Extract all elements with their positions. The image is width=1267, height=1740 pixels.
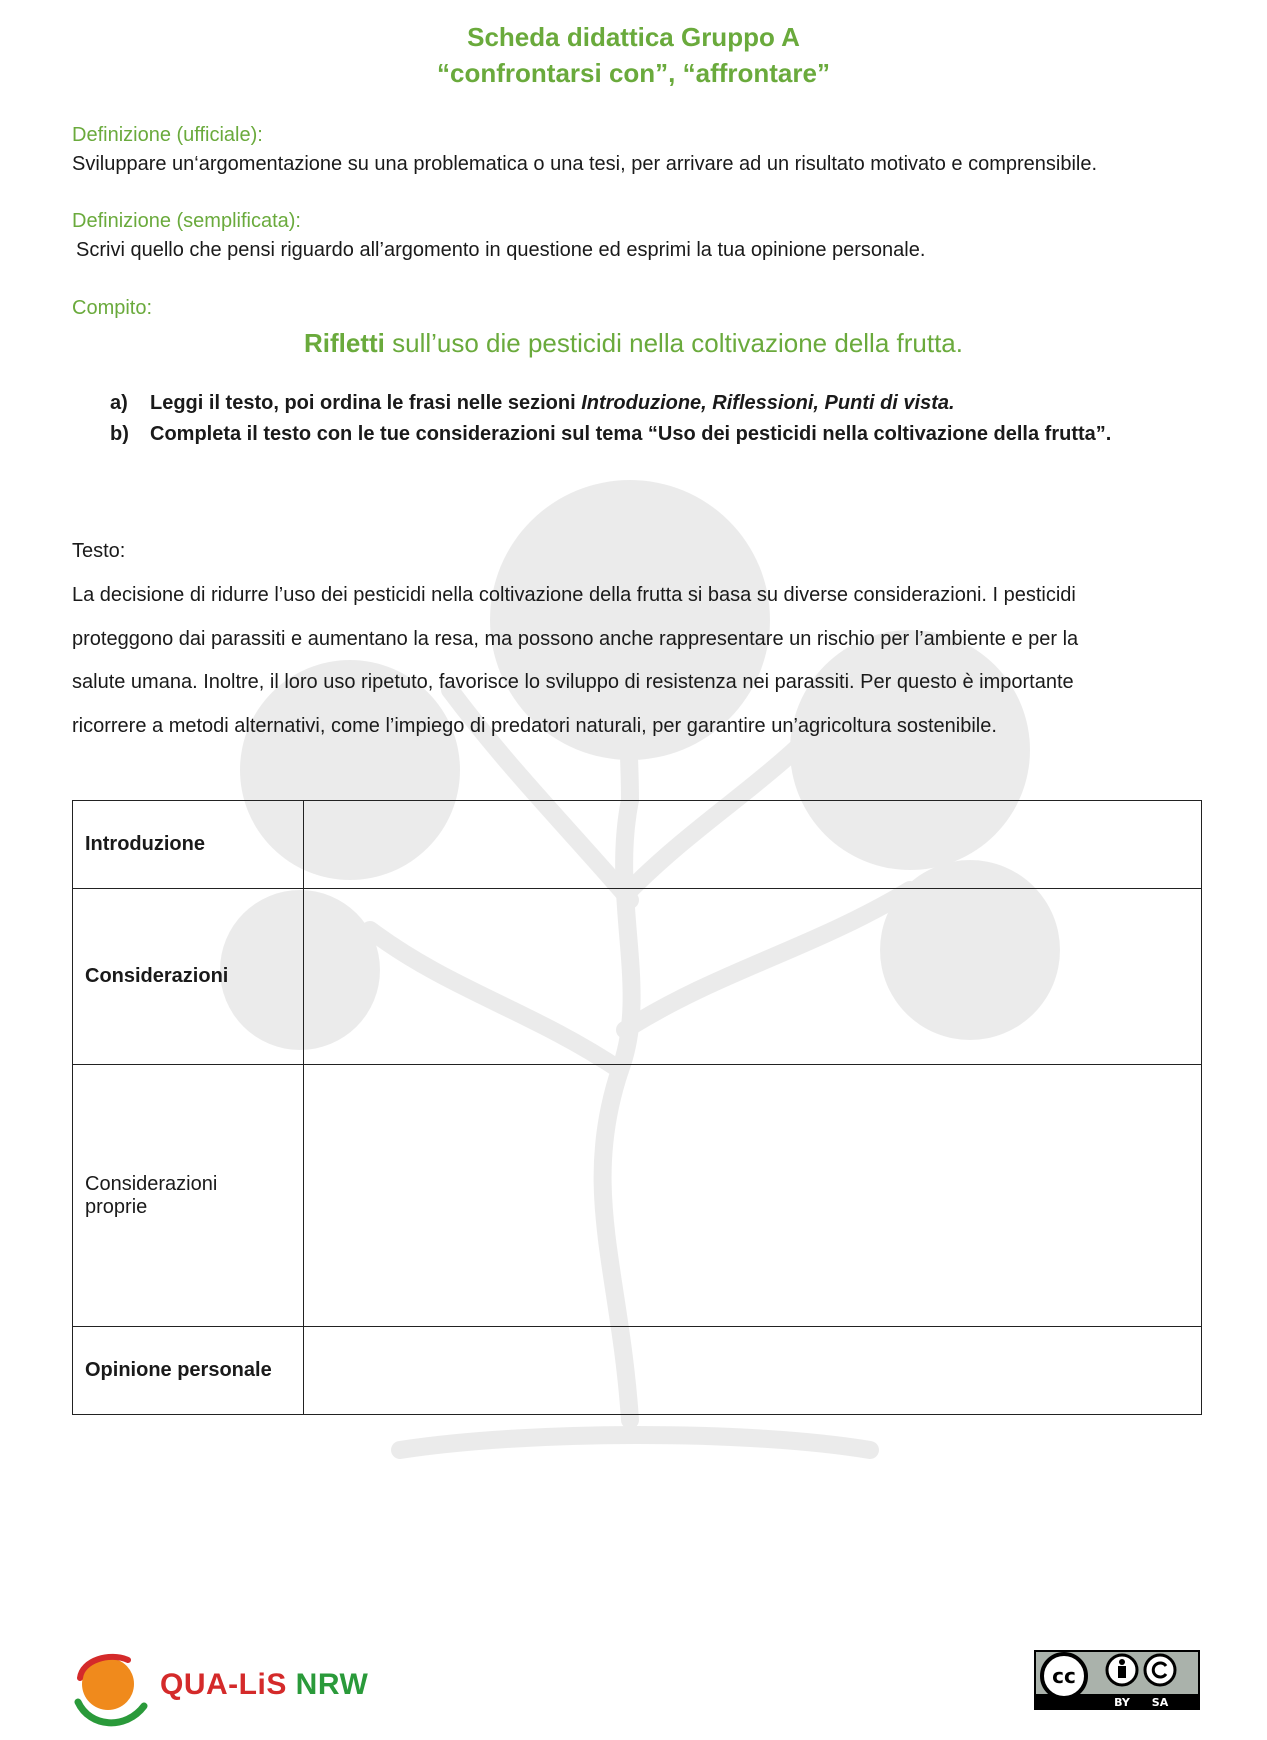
- logo-text: [160, 1668, 368, 1702]
- license-sa-label: SA: [1151, 1696, 1169, 1709]
- paragraph-line: proteggono dai parassiti e aumentano la resa, ma possono anche rappresentare un rischio per l’ambiente e per la: [72, 627, 1079, 650]
- answer-cell-considerazioni-proprie[interactable]: [304, 1065, 1202, 1327]
- cc-icon: cc: [1052, 1664, 1076, 1688]
- table-row: [73, 1065, 1202, 1327]
- definition-simplified-text: Scrivi quello che pensi riguardo all’argomento in questione ed esprimi la tua opinione personale.: [76, 239, 926, 261]
- task-item-b: [110, 423, 1111, 446]
- worksheet-table: [72, 800, 1202, 1415]
- paragraph-line: La decisione di ridurre l’uso dei pesticidi nella coltivazione della frutta si basa su diverse considerazioni. I pesticidi: [72, 584, 1076, 606]
- row-label-line: proprie: [85, 1195, 148, 1218]
- task-item-italic: Introduzione, Riflessioni, Punti di vista.: [581, 392, 955, 414]
- paragraph-line: salute umana. Inoltre, il loro uso ripetuto, favorisce lo sviluppo di resistenza nei parassiti. Per questo è importante: [72, 671, 1074, 693]
- text-paragraph: [72, 574, 1212, 748]
- row-label-opinione-personale: Opinione personale: [73, 1327, 304, 1415]
- answer-cell-opinione-personale[interactable]: [304, 1327, 1202, 1415]
- definition-official-text: Sviluppare un‘argomentazione su una problematica o una tesi, per arrivare ad un risultato motivato e comprensibile.: [72, 153, 1098, 175]
- license-by-label: BY: [1114, 1696, 1130, 1709]
- page-subtitle: “confrontarsi con”, “affrontare”: [437, 58, 830, 88]
- paragraph-line: ricorrere a metodi alternativi, come l’impiego di predatori naturali, per garantire un’agricoltura sostenibile.: [72, 714, 997, 737]
- cc-by-sa-license-badge: [1034, 1650, 1200, 1710]
- answer-cell-introduzione[interactable]: [304, 801, 1202, 889]
- task-label: Compito:: [72, 297, 153, 319]
- task-item-marker: a): [110, 392, 128, 414]
- task-heading-rest: sull’uso die pesticidi nella coltivazione della frutta.: [384, 328, 963, 358]
- table-row: [73, 801, 1202, 889]
- text-section-label: Testo:: [72, 540, 126, 562]
- row-label-considerazioni: Considerazioni: [73, 889, 304, 1065]
- table-row: [73, 1327, 1202, 1415]
- task-item-marker: b): [110, 423, 129, 445]
- table-row: [73, 889, 1202, 1065]
- logo-text-qualis: QUA-LiS: [160, 1668, 287, 1701]
- row-label-line: Considerazioni: [85, 1172, 218, 1195]
- row-label-introduzione: Introduzione: [73, 801, 304, 889]
- task-item-a: [110, 392, 955, 415]
- page-title: Scheda didattica Gruppo A: [467, 22, 800, 52]
- definition-simplified-label: Definizione (semplificata):: [72, 210, 301, 232]
- task-item-text: Leggi il testo, poi ordina le frasi nelle sezioni: [150, 392, 582, 414]
- task-heading-bold: Rifletti: [304, 328, 385, 358]
- row-label-considerazioni-proprie: [73, 1065, 304, 1327]
- answer-cell-considerazioni[interactable]: [304, 889, 1202, 1065]
- logo-text-nrw: NRW: [286, 1668, 369, 1701]
- definition-official-label: Definizione (ufficiale):: [72, 124, 263, 146]
- task-item-text: Completa il testo con le tue considerazioni sul tema “Uso dei pesticidi nella coltivazione della frutta”.: [150, 423, 1112, 445]
- task-heading: [0, 328, 1267, 359]
